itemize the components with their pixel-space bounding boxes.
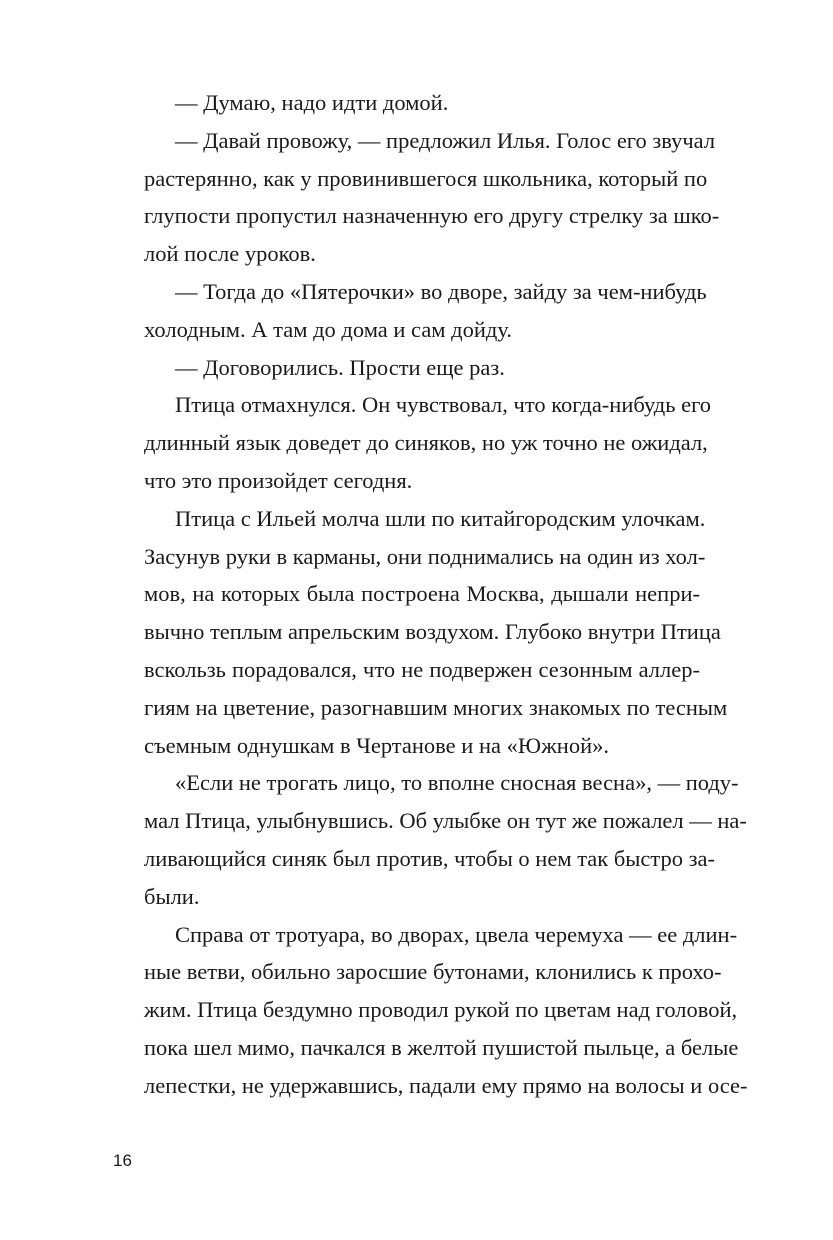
- text-line: Засунув руки в карманы, они поднимались на один из хол-: [144, 543, 706, 569]
- text-line: гиям на цветение, разогнавшим многих знакомых по тесным: [144, 694, 728, 720]
- text-line: — Тогда до «Пятерочки» во дворе, зайду за чем-нибудь: [175, 278, 707, 304]
- paragraph: [113, 916, 748, 1105]
- text-line: пока шел мимо, пачкался в желтой пушистой пыльце, а белые: [144, 1034, 739, 1060]
- text-line: растерянно, как у провинившегося школьника, который по: [144, 165, 708, 191]
- page-number: 16: [113, 1151, 132, 1170]
- text-line: мов, на которых была построена Москва, дышали непри-: [144, 581, 700, 607]
- paragraph: [113, 84, 700, 122]
- text-line: что это произойдет сегодня.: [144, 467, 413, 493]
- text-line: — Давай провожу, — предложил Илья. Голос его звучал: [175, 127, 716, 153]
- paragraph: [113, 122, 720, 273]
- paragraph: [113, 349, 700, 387]
- paragraph: [113, 386, 712, 499]
- text-line: ные ветви, обильно заросшие бутонами, клонились к прохо-: [144, 959, 722, 985]
- body-text: [113, 84, 748, 1105]
- text-line: Справа от тротуара, во дворах, цвела черемуха — ее длин-: [175, 921, 738, 947]
- text-line: съемным однушкам в Чертанове и на «Южной».: [144, 732, 609, 758]
- paragraph: [113, 764, 747, 915]
- text-line: холодным. А там до дома и сам дойду.: [144, 316, 512, 342]
- text-line: жим. Птица бездумно проводил рукой по цветам над головой,: [144, 997, 738, 1023]
- paragraph: [113, 273, 707, 349]
- text-line: лой после уроков.: [144, 241, 316, 267]
- text-line: мал Птица, улыбнувшись. Об улыбке он тут же пожалел — на-: [144, 808, 747, 834]
- text-line: ливающийся синяк был против, чтобы о нем так быстро за-: [144, 845, 716, 871]
- text-line: лепестки, не удержавшись, падали ему прямо на волосы и осе-: [144, 1072, 748, 1098]
- text-line: были.: [144, 883, 200, 909]
- paragraph: [113, 500, 728, 765]
- text-line: вскользь порадовался, что не подвержен сезонным аллер-: [144, 656, 700, 682]
- text-line: Птица отмахнулся. Он чувствовал, что когда-нибудь его: [175, 392, 712, 418]
- text-line: вычно теплым апрельским воздухом. Глубоко внутри Птица: [144, 619, 721, 645]
- text-line: глупости пропустил назначенную его другу стрелку за шко-: [144, 203, 720, 229]
- text-line: длинный язык доведет до синяков, но уж точно не ожидал,: [144, 430, 708, 456]
- text-line: — Думаю, надо идти домой.: [175, 90, 449, 115]
- text-line: «Если не трогать лицо, то вполне сносная весна», — поду-: [175, 770, 739, 796]
- text-line: — Договорились. Прости еще раз.: [175, 354, 505, 380]
- text-line: Птица с Ильей молча шли по китайгородским улочкам.: [175, 505, 706, 531]
